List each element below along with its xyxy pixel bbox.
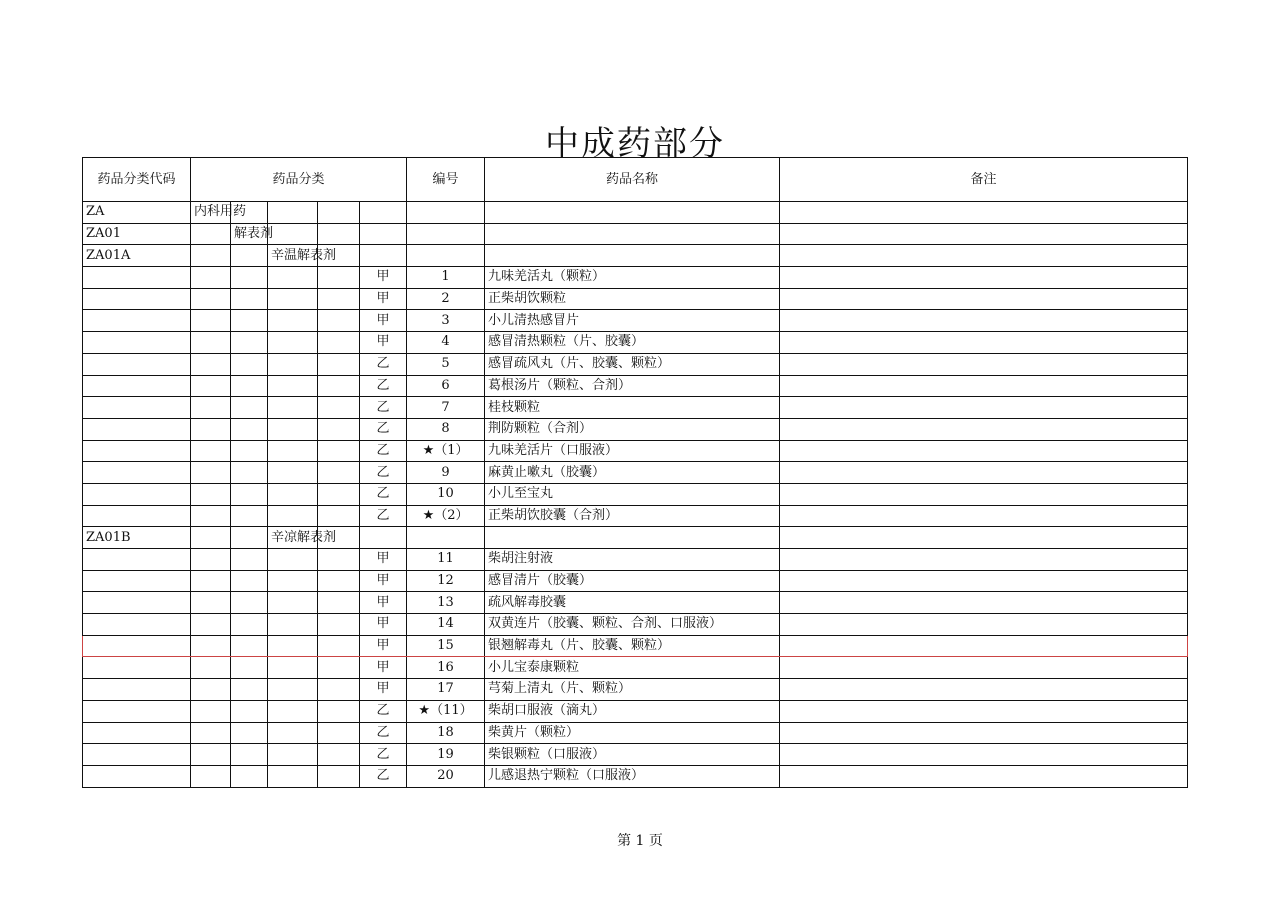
cell-category-level2 <box>231 440 268 462</box>
cell-category-level1 <box>191 527 231 549</box>
cell-code <box>83 635 191 657</box>
cell-spacer <box>318 288 360 310</box>
cell-remark <box>780 527 1188 549</box>
cell-category-level3 <box>268 288 318 310</box>
cell-category-level2 <box>231 527 268 549</box>
cell-number: 1 <box>407 267 485 289</box>
cell-category-level3 <box>268 440 318 462</box>
cell-spacer <box>318 483 360 505</box>
cell-category-level3 <box>268 375 318 397</box>
cell-spacer <box>318 462 360 484</box>
cell-remark <box>780 397 1188 419</box>
cell-number: 16 <box>407 657 485 679</box>
cell-category-level1 <box>191 614 231 636</box>
cell-category-level3 <box>268 549 318 571</box>
table-row <box>83 288 1188 310</box>
cell-spacer <box>318 722 360 744</box>
table-row <box>83 440 1188 462</box>
table-row <box>83 679 1188 701</box>
cell-grade: 甲 <box>360 332 407 354</box>
cell-remark <box>780 223 1188 245</box>
cell-grade: 甲 <box>360 570 407 592</box>
cell-category-level1 <box>191 549 231 571</box>
cell-category-level3 <box>268 310 318 332</box>
cell-drug-name: 荆防颗粒（合剂） <box>485 418 780 440</box>
cell-code <box>83 462 191 484</box>
cell-grade <box>360 202 407 224</box>
cell-remark <box>780 505 1188 527</box>
cell-spacer <box>318 397 360 419</box>
cell-spacer <box>318 440 360 462</box>
cell-drug-name <box>485 223 780 245</box>
cell-category-level2 <box>231 288 268 310</box>
page-title: 中成药部分 <box>545 124 725 164</box>
cell-number: 12 <box>407 570 485 592</box>
cell-remark <box>780 353 1188 375</box>
cell-code <box>83 570 191 592</box>
cell-drug-name <box>485 245 780 267</box>
cell-category-level1 <box>191 462 231 484</box>
cell-category-level2 <box>231 245 268 267</box>
cell-remark <box>780 744 1188 766</box>
header-number: 编号 <box>407 158 485 202</box>
cell-remark <box>780 310 1188 332</box>
cell-drug-name: 正柴胡饮胶囊（合剂） <box>485 505 780 527</box>
drug-table <box>82 157 1188 788</box>
cell-number: 8 <box>407 418 485 440</box>
cell-drug-name: 感冒清热颗粒（片、胶囊） <box>485 332 780 354</box>
header-name: 药品名称 <box>485 158 780 202</box>
table-row <box>83 505 1188 527</box>
cell-number: 15 <box>407 635 485 657</box>
cell-number <box>407 527 485 549</box>
cell-grade: 乙 <box>360 505 407 527</box>
cell-drug-name: 柴黄片（颗粒） <box>485 722 780 744</box>
cell-grade: 甲 <box>360 614 407 636</box>
cell-category-level2 <box>231 592 268 614</box>
cell-category-level3 <box>268 223 318 245</box>
cell-spacer <box>318 700 360 722</box>
cell-category-level2 <box>231 635 268 657</box>
cell-drug-name: 九味羌活丸（颗粒） <box>485 267 780 289</box>
cell-code <box>83 722 191 744</box>
cell-spacer <box>318 267 360 289</box>
cell-remark <box>780 267 1188 289</box>
cell-category-level1 <box>191 700 231 722</box>
table-row <box>83 657 1188 679</box>
cell-code <box>83 700 191 722</box>
cell-grade: 乙 <box>360 353 407 375</box>
cell-category-level1 <box>191 375 231 397</box>
cell-category-level3 <box>268 505 318 527</box>
cell-category-level2: 解表剂 <box>231 223 268 245</box>
cell-code <box>83 657 191 679</box>
cell-drug-name: 正柴胡饮颗粒 <box>485 288 780 310</box>
cell-grade: 乙 <box>360 722 407 744</box>
table-row <box>83 570 1188 592</box>
cell-code <box>83 418 191 440</box>
cell-drug-name: 柴银颗粒（口服液） <box>485 744 780 766</box>
cell-code <box>83 744 191 766</box>
header-code: 药品分类代码 <box>83 158 191 202</box>
cell-number: 9 <box>407 462 485 484</box>
table-row <box>83 310 1188 332</box>
cell-drug-name: 桂枝颗粒 <box>485 397 780 419</box>
cell-category-level1 <box>191 722 231 744</box>
cell-number: ★（11） <box>407 700 485 722</box>
cell-drug-name <box>485 527 780 549</box>
table-header-row <box>83 158 1188 202</box>
cell-remark <box>780 765 1188 787</box>
cell-remark <box>780 592 1188 614</box>
cell-category-level2 <box>231 483 268 505</box>
cell-number <box>407 223 485 245</box>
cell-code: ZA01A <box>83 245 191 267</box>
cell-grade: 甲 <box>360 267 407 289</box>
cell-grade: 甲 <box>360 549 407 571</box>
cell-grade: 乙 <box>360 462 407 484</box>
cell-code: ZA01B <box>83 527 191 549</box>
cell-number: 17 <box>407 679 485 701</box>
cell-grade: 乙 <box>360 397 407 419</box>
cell-remark <box>780 657 1188 679</box>
table-row <box>83 267 1188 289</box>
cell-spacer <box>318 418 360 440</box>
cell-spacer <box>318 332 360 354</box>
table-row <box>83 483 1188 505</box>
header-category: 药品分类 <box>191 158 407 202</box>
cell-grade <box>360 527 407 549</box>
cell-grade: 乙 <box>360 418 407 440</box>
cell-category-level3 <box>268 744 318 766</box>
cell-category-level3 <box>268 332 318 354</box>
cell-remark <box>780 679 1188 701</box>
cell-category-level3 <box>268 657 318 679</box>
cell-category-level2 <box>231 397 268 419</box>
cell-category-level1 <box>191 570 231 592</box>
cell-category-level3 <box>268 722 318 744</box>
cell-code <box>83 765 191 787</box>
cell-category-level1 <box>191 397 231 419</box>
cell-category-level1 <box>191 635 231 657</box>
table-row <box>83 245 1188 267</box>
cell-code <box>83 483 191 505</box>
cell-remark <box>780 614 1188 636</box>
cell-drug-name: 儿感退热宁颗粒（口服液） <box>485 765 780 787</box>
table-row <box>83 744 1188 766</box>
cell-category-level1 <box>191 223 231 245</box>
cell-remark <box>780 570 1188 592</box>
cell-category-level1 <box>191 332 231 354</box>
table-row <box>83 332 1188 354</box>
cell-spacer <box>318 765 360 787</box>
cell-drug-name: 疏风解毒胶囊 <box>485 592 780 614</box>
cell-category-level1 <box>191 440 231 462</box>
cell-grade: 甲 <box>360 679 407 701</box>
cell-spacer <box>318 549 360 571</box>
cell-remark <box>780 375 1188 397</box>
cell-number: 4 <box>407 332 485 354</box>
cell-code <box>83 549 191 571</box>
cell-spacer <box>318 592 360 614</box>
cell-category-level2 <box>231 744 268 766</box>
cell-remark <box>780 332 1188 354</box>
cell-category-level1 <box>191 592 231 614</box>
cell-category-level3 <box>268 397 318 419</box>
cell-category-level1 <box>191 353 231 375</box>
cell-drug-name: 九味羌活片（口服液） <box>485 440 780 462</box>
cell-remark <box>780 202 1188 224</box>
cell-code <box>83 505 191 527</box>
cell-category-level1 <box>191 657 231 679</box>
cell-number <box>407 202 485 224</box>
cell-remark <box>780 288 1188 310</box>
cell-remark <box>780 483 1188 505</box>
cell-number: 3 <box>407 310 485 332</box>
table-row <box>83 527 1188 549</box>
table-row <box>83 549 1188 571</box>
cell-category-level1 <box>191 418 231 440</box>
cell-code <box>83 332 191 354</box>
cell-remark <box>780 635 1188 657</box>
cell-spacer <box>318 679 360 701</box>
cell-category-level3 <box>268 418 318 440</box>
cell-category-level2 <box>231 418 268 440</box>
cell-drug-name: 柴胡注射液 <box>485 549 780 571</box>
cell-grade: 甲 <box>360 635 407 657</box>
cell-category-level3 <box>268 679 318 701</box>
table-row <box>83 223 1188 245</box>
cell-category-level3 <box>268 483 318 505</box>
cell-spacer <box>318 375 360 397</box>
cell-spacer <box>318 505 360 527</box>
cell-category-level1 <box>191 267 231 289</box>
cell-category-level1 <box>191 505 231 527</box>
cell-category-level2 <box>231 765 268 787</box>
cell-remark <box>780 462 1188 484</box>
cell-category-level2 <box>231 657 268 679</box>
table-row <box>83 375 1188 397</box>
cell-remark <box>780 440 1188 462</box>
cell-code: ZA01 <box>83 223 191 245</box>
cell-drug-name: 银翘解毒丸（片、胶囊、颗粒） <box>485 635 780 657</box>
cell-grade: 乙 <box>360 440 407 462</box>
cell-category-level3 <box>268 570 318 592</box>
cell-category-level2 <box>231 549 268 571</box>
cell-category-level1 <box>191 483 231 505</box>
cell-category-level3: 辛温解表剂 <box>268 245 318 267</box>
cell-category-level1 <box>191 679 231 701</box>
cell-number: 7 <box>407 397 485 419</box>
cell-drug-name: 双黄连片（胶囊、颗粒、合剂、口服液） <box>485 614 780 636</box>
cell-category-level3 <box>268 614 318 636</box>
cell-spacer <box>318 310 360 332</box>
cell-category-level1 <box>191 765 231 787</box>
cell-category-level2 <box>231 679 268 701</box>
header-remark: 备注 <box>780 158 1188 202</box>
cell-number: 19 <box>407 744 485 766</box>
table-row <box>83 592 1188 614</box>
cell-category-level2 <box>231 462 268 484</box>
cell-spacer <box>318 635 360 657</box>
cell-remark <box>780 722 1188 744</box>
cell-category-level3 <box>268 700 318 722</box>
cell-category-level2 <box>231 375 268 397</box>
cell-category-level2 <box>231 722 268 744</box>
cell-drug-name: 麻黄止嗽丸（胶囊） <box>485 462 780 484</box>
table-row <box>83 418 1188 440</box>
cell-grade: 乙 <box>360 765 407 787</box>
cell-drug-name: 柴胡口服液（滴丸） <box>485 700 780 722</box>
cell-spacer <box>318 202 360 224</box>
cell-code <box>83 679 191 701</box>
cell-category-level2 <box>231 332 268 354</box>
cell-number: 18 <box>407 722 485 744</box>
cell-drug-name: 感冒清片（胶囊） <box>485 570 780 592</box>
cell-spacer <box>318 570 360 592</box>
cell-drug-name: 芎菊上清丸（片、颗粒） <box>485 679 780 701</box>
table-row <box>83 614 1188 636</box>
cell-number: 6 <box>407 375 485 397</box>
page-footer: 第 1 页 <box>617 833 663 849</box>
cell-drug-name: 小儿清热感冒片 <box>485 310 780 332</box>
cell-grade: 乙 <box>360 700 407 722</box>
cell-category-level3 <box>268 765 318 787</box>
cell-category-level2 <box>231 267 268 289</box>
cell-category-level2 <box>231 614 268 636</box>
cell-grade: 甲 <box>360 288 407 310</box>
cell-number: 5 <box>407 353 485 375</box>
cell-category-level2 <box>231 505 268 527</box>
cell-category-level1 <box>191 288 231 310</box>
cell-category-level3 <box>268 353 318 375</box>
table-row <box>83 202 1188 224</box>
cell-drug-name: 小儿宝泰康颗粒 <box>485 657 780 679</box>
cell-category-level3 <box>268 635 318 657</box>
cell-drug-name <box>485 202 780 224</box>
cell-drug-name: 感冒疏风丸（片、胶囊、颗粒） <box>485 353 780 375</box>
cell-category-level3 <box>268 267 318 289</box>
table-row <box>83 635 1188 657</box>
cell-drug-name: 小儿至宝丸 <box>485 483 780 505</box>
cell-code <box>83 397 191 419</box>
cell-category-level3: 辛凉解表剂 <box>268 527 318 549</box>
cell-grade: 甲 <box>360 657 407 679</box>
cell-category-level2 <box>231 310 268 332</box>
cell-number: ★（2） <box>407 505 485 527</box>
cell-grade <box>360 245 407 267</box>
cell-grade: 乙 <box>360 375 407 397</box>
cell-spacer <box>318 744 360 766</box>
cell-code <box>83 592 191 614</box>
cell-grade <box>360 223 407 245</box>
cell-code <box>83 614 191 636</box>
table-row <box>83 722 1188 744</box>
cell-number: 20 <box>407 765 485 787</box>
cell-spacer <box>318 353 360 375</box>
cell-number: ★（1） <box>407 440 485 462</box>
cell-grade: 乙 <box>360 483 407 505</box>
cell-remark <box>780 418 1188 440</box>
cell-code <box>83 288 191 310</box>
cell-category-level1 <box>191 310 231 332</box>
cell-remark <box>780 700 1188 722</box>
cell-number: 14 <box>407 614 485 636</box>
cell-remark <box>780 549 1188 571</box>
cell-drug-name: 葛根汤片（颗粒、合剂） <box>485 375 780 397</box>
cell-number <box>407 245 485 267</box>
cell-remark <box>780 245 1188 267</box>
cell-category-level1: 内科用药 <box>191 202 231 224</box>
cell-grade: 乙 <box>360 744 407 766</box>
cell-code: ZA <box>83 202 191 224</box>
cell-category-level1 <box>191 245 231 267</box>
cell-number: 2 <box>407 288 485 310</box>
cell-grade: 甲 <box>360 310 407 332</box>
cell-category-level3 <box>268 592 318 614</box>
table-row <box>83 765 1188 787</box>
cell-category-level1 <box>191 744 231 766</box>
cell-category-level2 <box>231 700 268 722</box>
table-row <box>83 353 1188 375</box>
table-row <box>83 462 1188 484</box>
cell-code <box>83 375 191 397</box>
cell-code <box>83 310 191 332</box>
cell-category-level2 <box>231 353 268 375</box>
cell-category-level3 <box>268 202 318 224</box>
cell-grade: 甲 <box>360 592 407 614</box>
cell-code <box>83 353 191 375</box>
cell-spacer <box>318 657 360 679</box>
cell-number: 10 <box>407 483 485 505</box>
cell-number: 11 <box>407 549 485 571</box>
cell-number: 13 <box>407 592 485 614</box>
cell-spacer <box>318 614 360 636</box>
cell-code <box>83 440 191 462</box>
cell-spacer <box>318 223 360 245</box>
cell-code <box>83 267 191 289</box>
cell-category-level2 <box>231 570 268 592</box>
table-row <box>83 397 1188 419</box>
table-row <box>83 700 1188 722</box>
cell-category-level3 <box>268 462 318 484</box>
